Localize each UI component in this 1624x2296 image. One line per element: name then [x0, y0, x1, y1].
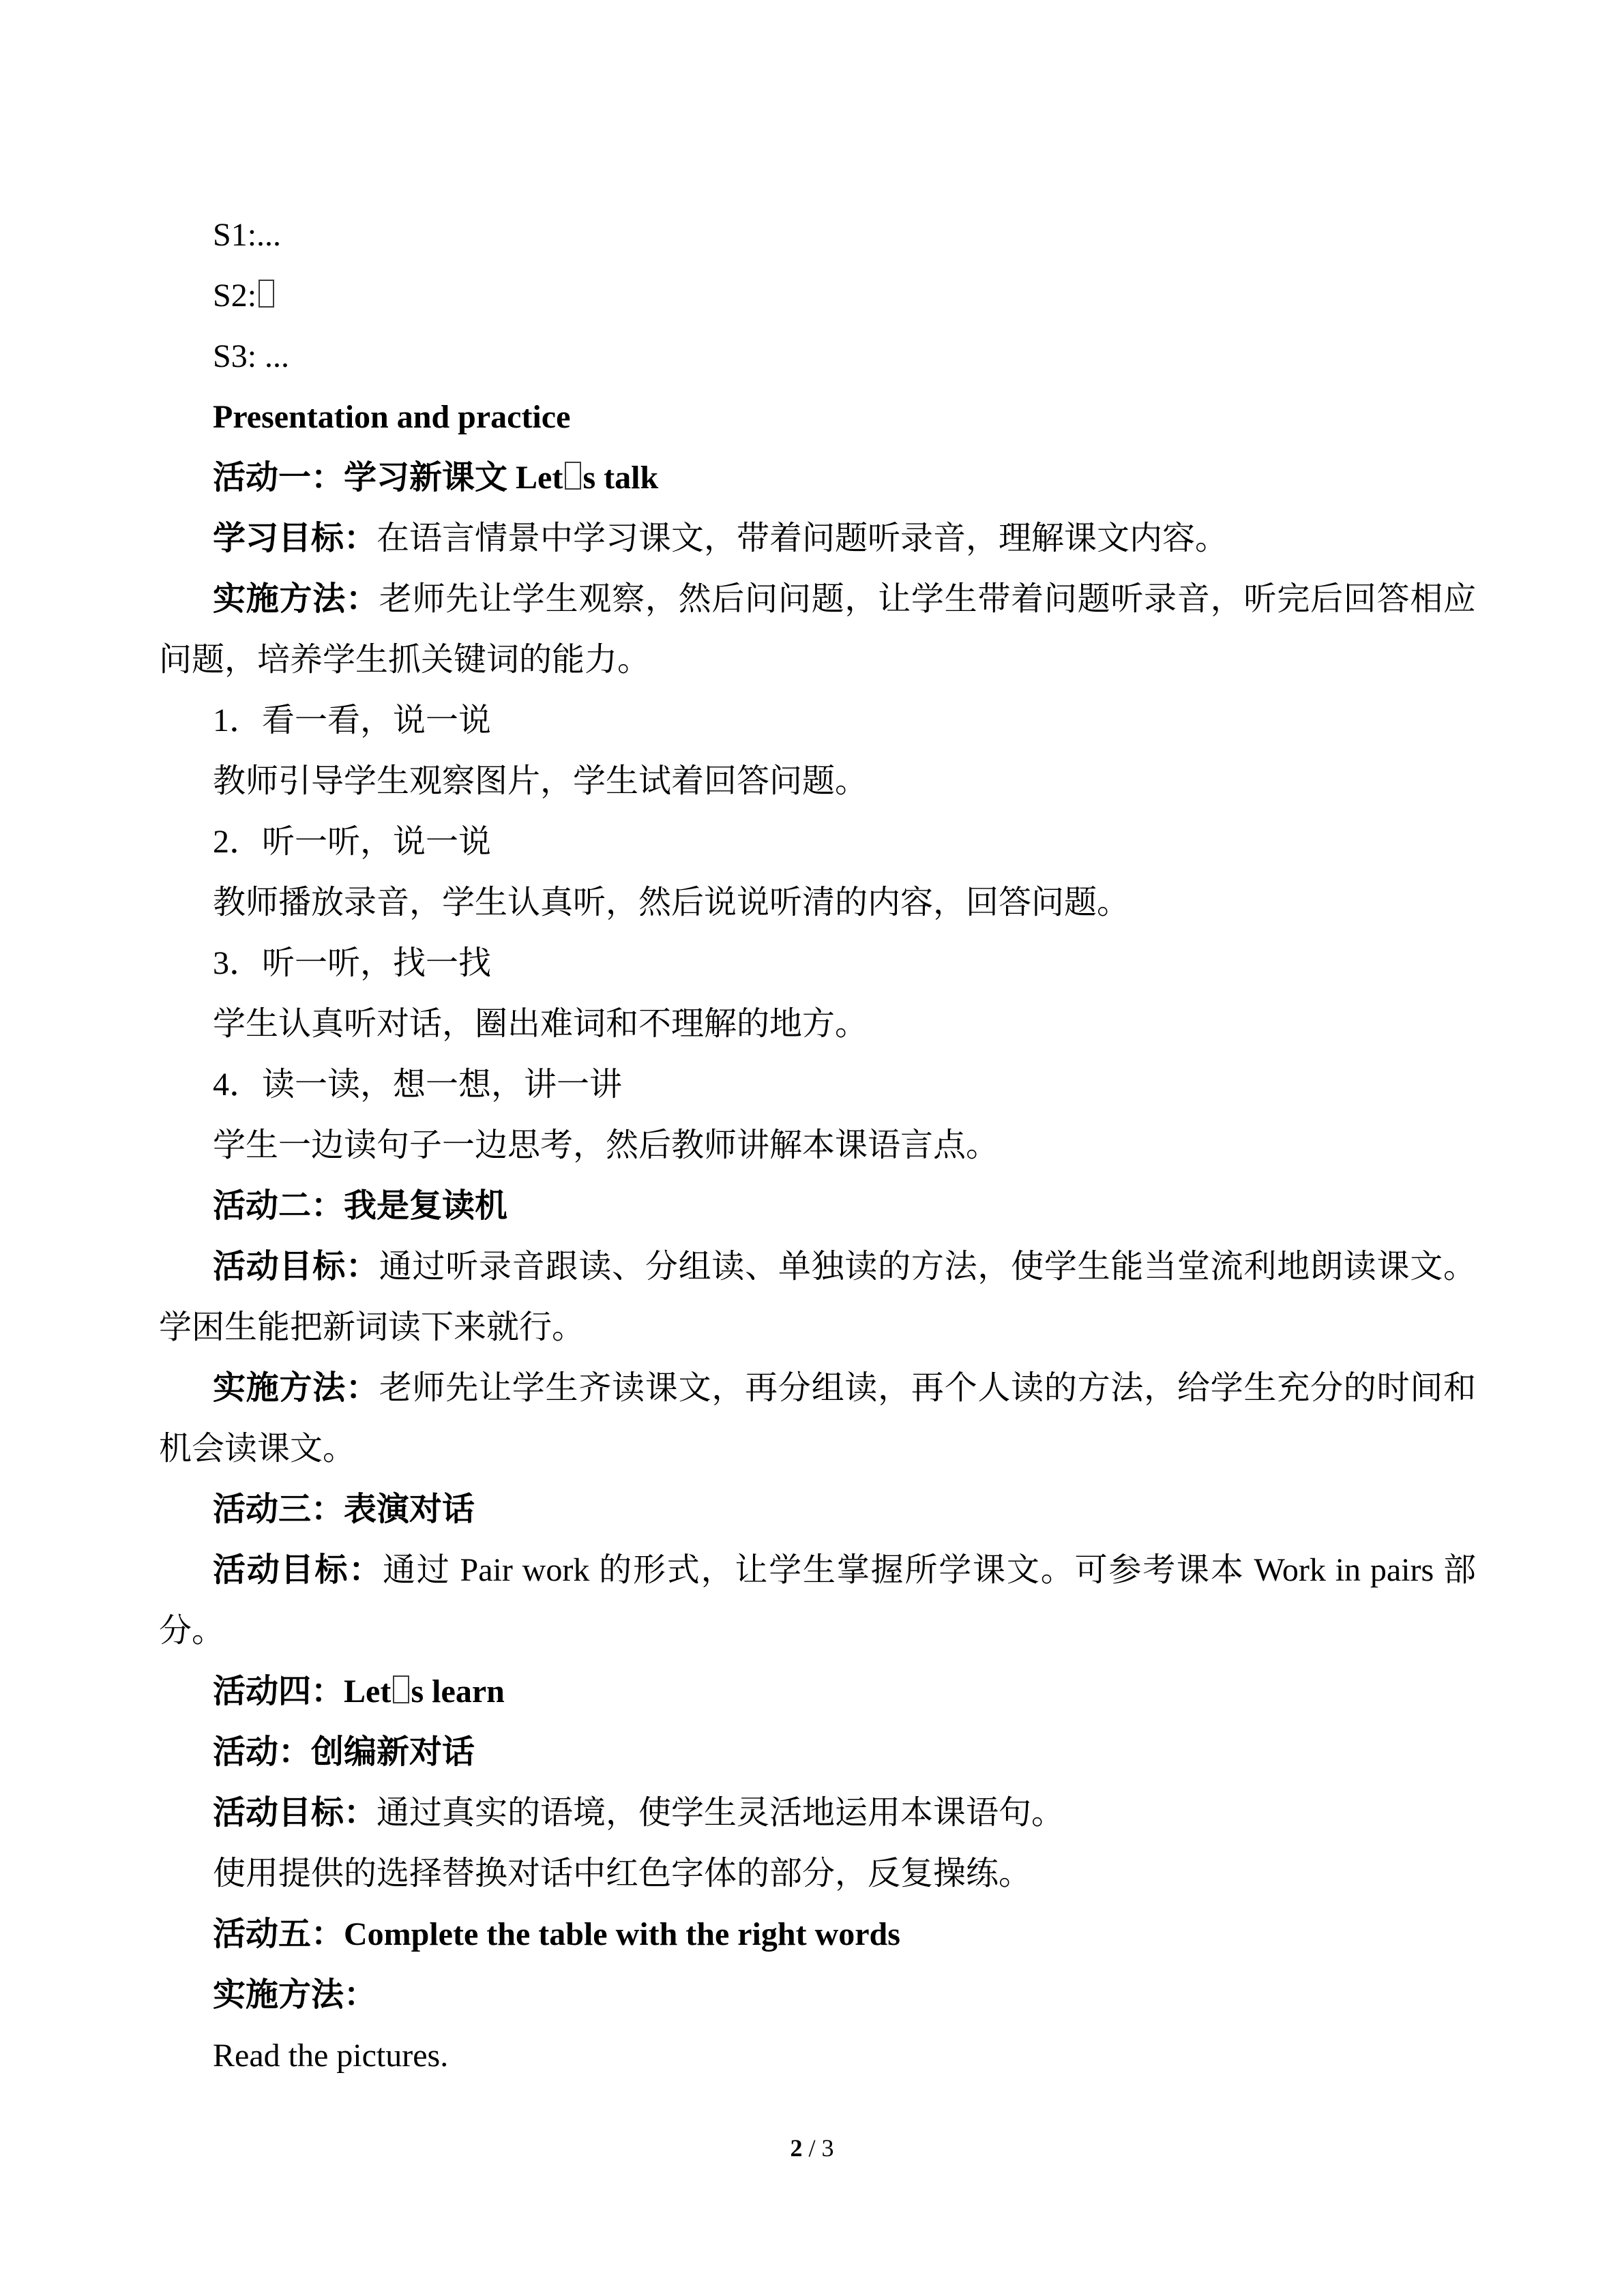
text-run: 活动目标：	[213, 1795, 377, 1831]
paragraph	[159, 2025, 1476, 2086]
text-run: 3．听一听，找一找	[213, 945, 492, 981]
text-run: 活动：创编新对话	[213, 1734, 475, 1770]
text-run: 通过真实的语境，使学生灵活地运用本课语句。	[377, 1795, 1065, 1831]
text-run: 活动一：学习新课文 Let	[213, 460, 563, 496]
text-run: 活动二：我是复读机	[213, 1188, 508, 1224]
text-run: s talk	[582, 460, 659, 496]
paragraph	[159, 933, 1476, 994]
paragraph	[159, 872, 1476, 933]
text-run: 使用提供的选择替换对话中红色字体的部分，反复操练。	[213, 1855, 1032, 1892]
text-run: 实施方法：	[213, 581, 379, 617]
paragraph	[159, 1965, 1476, 2025]
text-run: 2．听一听，说一说	[213, 824, 492, 860]
missing-glyph-box	[565, 462, 580, 490]
text-run: 教师播放录音，学生认真听，然后说说听清的内容，回答问题。	[213, 884, 1130, 921]
paragraph	[159, 205, 1476, 265]
text-run: 活动目标：	[213, 1552, 383, 1588]
text-run: 实施方法：	[213, 1370, 379, 1406]
paragraph	[159, 508, 1476, 569]
page-number-separator: /	[802, 2134, 822, 2162]
text-run: S3: ...	[213, 338, 290, 374]
text-run: s learn	[411, 1673, 505, 1710]
text-run: 教师引导学生观察图片，学生试着回答问题。	[213, 763, 868, 799]
text-run: 通过听录音跟读、分组读、单独读的方法，使学生能当堂流利地朗读课文。学困生能把新词读下来就行。	[159, 1249, 1476, 1345]
paragraph	[159, 811, 1476, 872]
paragraph	[159, 1358, 1476, 1479]
paragraph	[159, 1479, 1476, 1540]
missing-glyph-box	[393, 1675, 409, 1703]
paragraph	[159, 1115, 1476, 1176]
text-run: 学生认真听对话，圈出难词和不理解的地方。	[213, 1006, 868, 1042]
paragraph	[159, 387, 1476, 447]
paragraph	[159, 1540, 1476, 1661]
text-run: 老师先让学生观察，然后问问题，让学生带着问题听录音，听完后回答相应问题，培养学生抓关键词的能力。	[159, 581, 1476, 678]
text-run: 在语言情景中学习课文，带着问题听录音，理解课文内容。	[377, 520, 1228, 556]
text-run: Read the pictures.	[213, 2038, 449, 2074]
text-run: 活动三：表演对话	[213, 1491, 475, 1527]
text-run: Presentation and practice	[213, 399, 571, 435]
text-run: S2:	[213, 278, 257, 314]
text-run: 1．看一看，说一说	[213, 702, 492, 739]
paragraph	[159, 1661, 1476, 1722]
text-run: S1:...	[213, 217, 282, 253]
paragraph	[159, 326, 1476, 387]
page-footer	[0, 2133, 1624, 2163]
text-run: 活动五：Complete the table with the right words	[213, 1916, 900, 1952]
text-run: 实施方法：	[213, 1977, 377, 2013]
text-run: 4．读一读，想一想，讲一讲	[213, 1067, 623, 1103]
page-number-current: 2	[790, 2134, 803, 2162]
text-run: 活动目标：	[213, 1249, 379, 1285]
paragraph	[159, 1783, 1476, 1843]
text-run: 活动四：Let	[213, 1673, 392, 1710]
missing-glyph-box	[259, 280, 274, 308]
document-body	[159, 205, 1476, 2086]
paragraph	[159, 690, 1476, 751]
paragraph	[159, 1843, 1476, 1904]
paragraph	[159, 1236, 1476, 1358]
page-number-total: 3	[821, 2134, 834, 2162]
paragraph	[159, 447, 1476, 508]
paragraph	[159, 994, 1476, 1054]
paragraph	[159, 1176, 1476, 1236]
paragraph	[159, 569, 1476, 690]
paragraph	[159, 265, 1476, 326]
text-run: 学生一边读句子一边思考，然后教师讲解本课语言点。	[213, 1127, 999, 1163]
text-run: 老师先让学生齐读课文，再分组读，再个人读的方法，给学生充分的时间和机会读课文。	[159, 1370, 1476, 1467]
paragraph	[159, 1054, 1476, 1115]
text-run: 学习目标：	[213, 520, 377, 556]
paragraph	[159, 751, 1476, 811]
paragraph	[159, 1722, 1476, 1783]
text-run: 通过 Pair work 的形式，让学生掌握所学课文。可参考课本 Work in pairs 部分。	[159, 1552, 1476, 1649]
paragraph	[159, 1904, 1476, 1965]
